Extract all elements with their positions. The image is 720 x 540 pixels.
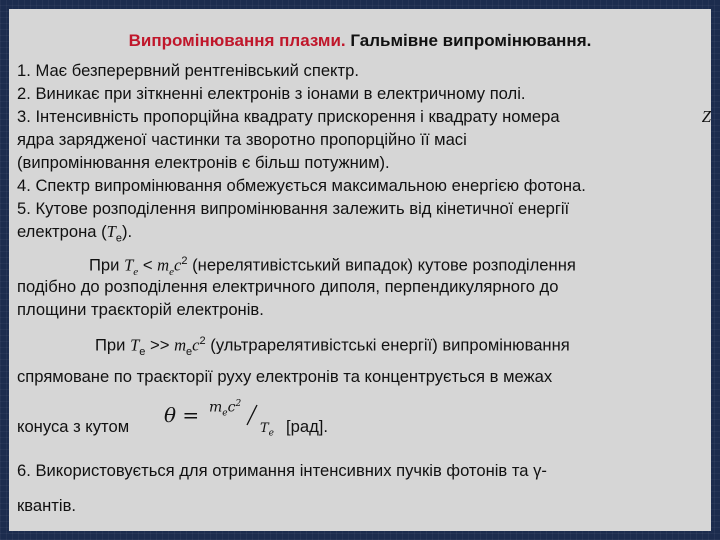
ultrarel-c: c bbox=[192, 335, 200, 355]
nonrel-t-sub: e bbox=[133, 265, 139, 278]
ultrarel-m-sub: e bbox=[186, 345, 193, 358]
item-4: 4. Спектр випромінювання обмежується максимальною енергією фотона. bbox=[17, 176, 586, 195]
nonrel-line-2: подібно до розподілення електричного диполя, перпендикулярного до bbox=[17, 277, 559, 296]
item-5-line-1: 5. Кутове розподілення випромінювання залежить від кінетичної енергії bbox=[17, 199, 570, 218]
nonrel-m: m bbox=[157, 255, 170, 275]
ultrarel-pre: При bbox=[95, 335, 126, 355]
theta-eq: θ = bbox=[164, 403, 200, 427]
ultrarel-line-3 bbox=[17, 417, 129, 436]
den-sub: e bbox=[268, 428, 274, 439]
item-3-line-3: (випромінювання електронів є більш потужним). bbox=[17, 153, 390, 172]
ultrarel-line-2: спрямоване по траєкторії руху електронів та концентрується в межах bbox=[17, 367, 553, 386]
nonrel-post: (нерелятивістський випадок) кутове розподілення bbox=[192, 255, 576, 275]
nonrel-m-sub: e bbox=[169, 265, 175, 278]
item-6-line-1: 6. Використовується для отримання інтенсивних пучків фотонів та γ- bbox=[17, 461, 547, 480]
ultrarel-m: m bbox=[174, 335, 187, 355]
title-black: Гальмівне випромінювання. bbox=[345, 31, 592, 50]
formula-denominator bbox=[260, 419, 274, 444]
slide-title bbox=[9, 31, 711, 50]
te-symbol: T bbox=[106, 222, 116, 241]
formula-numerator bbox=[209, 395, 241, 423]
item-3-z: Z bbox=[701, 107, 711, 126]
item-2: 2. Виникає при зіткненні електронів з іонами в електричному полі. bbox=[17, 84, 526, 103]
title-red: Випромінювання плазми. bbox=[128, 31, 346, 50]
num-c: c bbox=[227, 399, 236, 416]
num-pow: 2 bbox=[235, 399, 242, 409]
item-3-line-2 bbox=[17, 130, 711, 149]
item-5-line-2 bbox=[17, 222, 132, 248]
num-m: m bbox=[209, 399, 223, 416]
nonrel-pow: 2 bbox=[181, 255, 188, 267]
ultrarel-relation: >> bbox=[150, 335, 170, 355]
ultrarel-post: (ультрарелятивістські енергії) випромінювання bbox=[210, 335, 570, 355]
nonrel-relation: < bbox=[142, 255, 153, 275]
cone-text: конуса з кутом bbox=[17, 417, 130, 436]
item-5-pre: електрона ( bbox=[17, 222, 107, 241]
item-3-line-1 bbox=[17, 107, 711, 126]
ultrarel-t: T bbox=[130, 335, 140, 355]
nonrel-c: c bbox=[174, 255, 182, 275]
fraction-slash bbox=[245, 404, 259, 426]
te-sub: e bbox=[115, 232, 122, 245]
ultrarel-pow: 2 bbox=[199, 335, 206, 347]
nonrel-pre: При bbox=[89, 255, 120, 275]
ultrarel-t-sub: e bbox=[139, 345, 146, 358]
item-3-text: 3. Інтенсивність пропорційна квадрату прискорення і квадрату номера bbox=[17, 107, 560, 126]
den-t: T bbox=[260, 421, 269, 436]
item-3-line-2-text: ядра зарядженої частинки та зворотно пропорційно її масі bbox=[17, 130, 467, 149]
nonrel-t: T bbox=[124, 255, 134, 275]
num-sub: e bbox=[222, 408, 228, 419]
item-5-post: ). bbox=[121, 222, 133, 241]
item-6-line-2: квантів. bbox=[17, 496, 76, 515]
unit: [рад]. bbox=[286, 417, 328, 436]
nonrel-line-3: площини траєкторій електронів. bbox=[17, 300, 264, 319]
slide bbox=[9, 9, 711, 531]
ultrarel-line-1 bbox=[95, 332, 570, 362]
item-1: 1. Має безперервний рентгенівський спектр. bbox=[17, 61, 359, 80]
